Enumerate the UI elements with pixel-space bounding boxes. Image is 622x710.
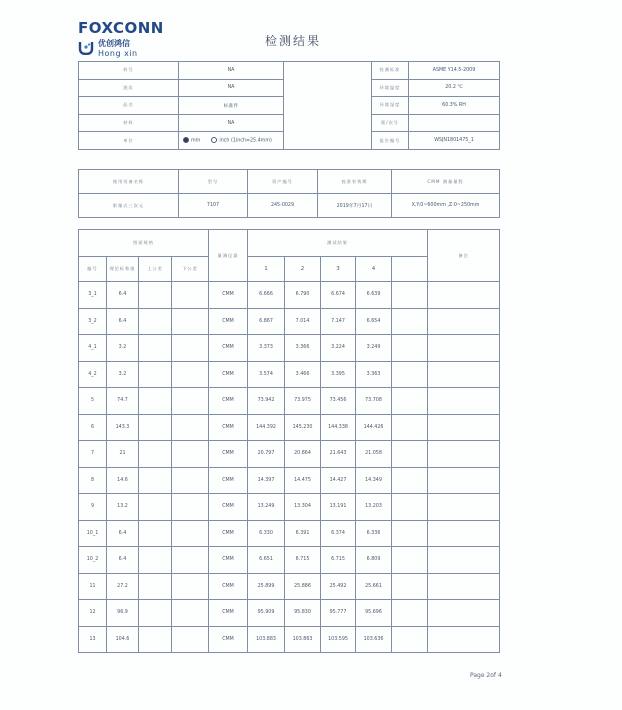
lower-tolerance [172,388,209,415]
measure-tool: CMM [209,335,248,362]
sample-number: 4 [356,257,392,282]
measure-tool: CMM [209,308,248,335]
feature-number: 4_2 [79,361,107,388]
measured-value: 95.696 [356,600,392,627]
info-label: 检测标准 [372,62,409,80]
remark-header: 备注 [428,230,500,282]
table-row [79,600,500,627]
measured-value: 6.336 [356,520,392,547]
nominal-value: 96.9 [107,600,139,627]
measured-value: 6.867 [248,308,285,335]
nominal-value: 104.6 [107,626,139,653]
measured-value: 6.639 [356,282,392,309]
feature-number: 4_1 [79,335,107,362]
lower-tolerance [172,308,209,335]
equipment-value: 245-0029 [248,194,318,218]
equipment-value-row [79,194,500,218]
info-label: 报告编号 [372,132,409,150]
company-logo [78,19,164,58]
info-label: 品名 [79,97,179,115]
info-table [78,61,500,150]
info-label: 材料 [79,114,179,132]
upper-tolerance [139,494,172,521]
table-row [79,414,500,441]
measured-value: 14.397 [248,467,285,494]
upper-tolerance [139,361,172,388]
unit-radio-mm[interactable] [183,137,189,143]
info-label: 料号 [79,62,179,80]
equipment-value: 2019年7月17日 [318,194,392,218]
empty-cell [392,520,428,547]
measured-value: 6.715 [321,547,356,574]
unit-selector [179,132,284,150]
feature-number: 11 [79,573,107,600]
empty-cell [392,494,428,521]
equipment-header: 使用设备名称 [79,170,179,194]
remark-cell [428,282,500,309]
upper-tolerance [139,414,172,441]
table-row [79,626,500,653]
lower-tolerance [172,573,209,600]
measured-value: 25.492 [321,573,356,600]
equipment-table [78,169,500,218]
remark-cell [428,388,500,415]
empty-cell [392,388,428,415]
nominal-value: 6.4 [107,308,139,335]
lower-tolerance [172,441,209,468]
measured-value: 14.427 [321,467,356,494]
empty-cell [392,441,428,468]
measured-value: 145.230 [285,414,321,441]
info-label: 环境温度 [372,79,409,97]
info-spacer [284,62,372,150]
measured-value: 21.058 [356,441,392,468]
empty-cell [392,257,428,282]
upper-tolerance [139,600,172,627]
measured-value: 14.475 [285,467,321,494]
empty-cell [392,335,428,362]
upper-tolerance [139,308,172,335]
empty-cell [392,414,428,441]
remark-cell [428,361,500,388]
measured-value: 3.363 [356,361,392,388]
upper-tolerance [139,388,172,415]
sample-number: 3 [321,257,356,282]
table-row [79,388,500,415]
design-spec-header: 图面规格 [79,230,209,257]
table-row [79,547,500,574]
results-header-row [79,230,500,257]
nominal-value: 3.2 [107,361,139,388]
upper-tolerance [139,626,172,653]
nominal-value: 27.2 [107,573,139,600]
empty-cell [392,361,428,388]
measured-value: 73.708 [356,388,392,415]
measure-tool: CMM [209,626,248,653]
nominal-value: 6.4 [107,282,139,309]
measured-value: 95.777 [321,600,356,627]
measured-value: 6.674 [321,282,356,309]
measured-value: 13.249 [248,494,285,521]
measured-value: 3.395 [321,361,356,388]
measured-value: 6.330 [248,520,285,547]
logo-chinese: 优创鸿信 [98,39,130,48]
measured-value: 95.830 [285,600,321,627]
upper-tolerance [139,520,172,547]
info-value: WSJN1801475_1 [409,132,500,150]
lower-tolerance [172,600,209,627]
measured-value: 6.391 [285,520,321,547]
info-label: 单位 [79,132,179,150]
page-number: Page 2of 4 [470,672,502,679]
feature-number: 12 [79,600,107,627]
measured-value: 73.456 [321,388,356,415]
subheader: 下公差 [172,257,209,282]
table-row [79,361,500,388]
measure-tool: CMM [209,388,248,415]
empty-cell [392,308,428,335]
measured-value: 13.191 [321,494,356,521]
empty-cell [392,626,428,653]
measured-value: 6.790 [285,282,321,309]
table-row [79,441,500,468]
measured-value: 73.975 [285,388,321,415]
nominal-value: 74.7 [107,388,139,415]
measured-value: 144.338 [321,414,356,441]
measured-value: 103.883 [248,626,285,653]
measured-value: 144.392 [248,414,285,441]
upper-tolerance [139,282,172,309]
measure-method-header: 量测仪器 [209,230,248,282]
unit-option-inch: inch (1inch=25.4mm) [219,138,272,144]
nominal-value: 14.6 [107,467,139,494]
equipment-value: 影像式三次元 [79,194,179,218]
lower-tolerance [172,626,209,653]
unit-option-mm: mm [191,138,201,144]
feature-number: 10_1 [79,520,107,547]
info-value: NA [179,114,284,132]
equipment-header: 资产编号 [248,170,318,194]
measured-value: 3.366 [285,335,321,362]
table-row [79,308,500,335]
nominal-value: 143.3 [107,414,139,441]
lower-tolerance [172,520,209,547]
nominal-value: 21 [107,441,139,468]
table-row [79,520,500,547]
measure-tool: CMM [209,414,248,441]
measured-value: 6.715 [285,547,321,574]
empty-cell [392,282,428,309]
subheader: 上公差 [139,257,172,282]
remark-cell [428,441,500,468]
measured-value: 25.899 [248,573,285,600]
results-table [78,229,500,653]
measured-value: 20.864 [285,441,321,468]
nominal-value: 3.2 [107,335,139,362]
info-value: NA [179,79,284,97]
measured-value: 6.666 [248,282,285,309]
measured-value: 6.654 [356,308,392,335]
remark-cell [428,308,500,335]
nominal-value: 6.4 [107,520,139,547]
measured-value: 13.304 [285,494,321,521]
measured-value: 6.374 [321,520,356,547]
sample-number: 1 [248,257,285,282]
empty-cell [392,600,428,627]
feature-number: 13 [79,626,107,653]
measure-tool: CMM [209,441,248,468]
lower-tolerance [172,494,209,521]
measure-tool: CMM [209,520,248,547]
empty-cell [392,573,428,600]
upper-tolerance [139,573,172,600]
remark-cell [428,335,500,362]
document-title: 检测结果 [265,34,322,48]
measured-value: 73.942 [248,388,285,415]
remark-cell [428,494,500,521]
info-value: 60.3% RH [409,97,500,115]
subheader: 理论标称值 [107,257,139,282]
feature-number: 5 [79,388,107,415]
info-value: NA [179,62,284,80]
measured-value: 3.466 [285,361,321,388]
measured-value: 6.809 [356,547,392,574]
equipment-header: 校准有效期 [318,170,392,194]
equipment-value: X,Y:0~600mm ,Z:0~250mm [392,194,500,218]
table-row [79,494,500,521]
table-row [79,335,500,362]
remark-cell [428,467,500,494]
info-value: 标准件 [179,97,284,115]
logo-name: FOXCONN [78,19,164,37]
measure-tool: CMM [209,467,248,494]
measured-value: 144.426 [356,414,392,441]
unit-radio-inch[interactable] [211,137,217,143]
logo-english: Hong xin [98,49,138,58]
measured-value: 21.643 [321,441,356,468]
table-row [79,467,500,494]
measure-tool: CMM [209,282,248,309]
measured-value: 7.014 [285,308,321,335]
measured-value: 7.147 [321,308,356,335]
measured-value: 3.224 [321,335,356,362]
lower-tolerance [172,547,209,574]
measured-value: 103.863 [285,626,321,653]
measure-result-header: 测试结果 [248,230,428,257]
empty-cell [392,467,428,494]
nominal-value: 13.2 [107,494,139,521]
remark-cell [428,520,500,547]
upper-tolerance [139,547,172,574]
measure-tool: CMM [209,361,248,388]
upper-tolerance [139,335,172,362]
lower-tolerance [172,282,209,309]
upper-tolerance [139,441,172,468]
measured-value: 6.651 [248,547,285,574]
table-row [79,282,500,309]
measured-value: 3.373 [248,335,285,362]
measure-tool: CMM [209,573,248,600]
info-label: 批次 [79,79,179,97]
u-shape-logo-icon [78,41,94,55]
empty-cell [392,547,428,574]
info-row [79,62,500,80]
remark-cell [428,600,500,627]
info-value [409,114,500,132]
upper-tolerance [139,467,172,494]
measured-value: 103.595 [321,626,356,653]
lower-tolerance [172,414,209,441]
equipment-header: CMM 测量量程 [392,170,500,194]
measured-value: 3.249 [356,335,392,362]
measured-value: 13.203 [356,494,392,521]
info-value: 20.2 ℃ [409,79,500,97]
feature-number: 6 [79,414,107,441]
lower-tolerance [172,335,209,362]
nominal-value: 6.4 [107,547,139,574]
feature-number: 8 [79,467,107,494]
sample-number: 2 [285,257,321,282]
info-label: 版/次号 [372,114,409,132]
feature-number: 10_2 [79,547,107,574]
feature-number: 7 [79,441,107,468]
equipment-value: 7107 [179,194,248,218]
lower-tolerance [172,467,209,494]
measured-value: 25.886 [285,573,321,600]
subheader: 编号 [79,257,107,282]
info-value: ASME Y14.5-2009 [409,62,500,80]
remark-cell [428,414,500,441]
measured-value: 103.636 [356,626,392,653]
measure-tool: CMM [209,547,248,574]
measured-value: 14.349 [356,467,392,494]
measured-value: 25.661 [356,573,392,600]
feature-number: 3_1 [79,282,107,309]
measured-value: 95.909 [248,600,285,627]
info-label: 环境湿度 [372,97,409,115]
equipment-header: 型号 [179,170,248,194]
measure-tool: CMM [209,494,248,521]
measured-value: 3.574 [248,361,285,388]
remark-cell [428,626,500,653]
equipment-header-row [79,170,500,194]
lower-tolerance [172,361,209,388]
remark-cell [428,547,500,574]
measure-tool: CMM [209,600,248,627]
feature-number: 9 [79,494,107,521]
remark-cell [428,573,500,600]
feature-number: 3_2 [79,308,107,335]
measured-value: 20.797 [248,441,285,468]
table-row [79,573,500,600]
